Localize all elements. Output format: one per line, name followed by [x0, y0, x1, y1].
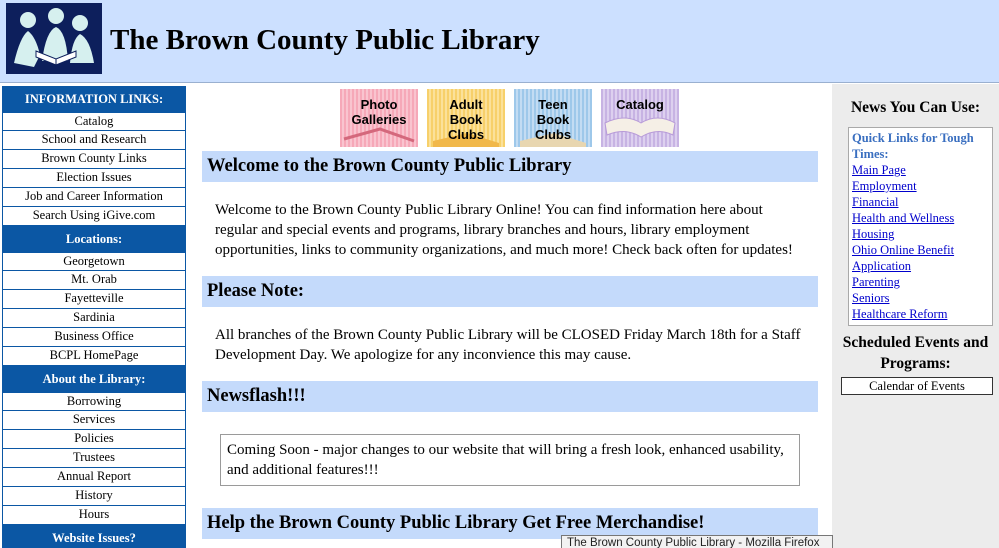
quick-link-housing[interactable]: Housing [852, 227, 895, 241]
sidebar-item-bcpl-homepage[interactable]: BCPL HomePage [2, 347, 186, 366]
left-sidebar [2, 86, 186, 548]
tile-label-line: Photo [360, 97, 398, 112]
note-text: All branches of the Brown County Public Library will be CLOSED Friday March 18th for a Staff Development Day. We apologize for any inconvience this may cause. [215, 327, 801, 363]
tile-label-line: Clubs [447, 127, 485, 142]
quick-link-ohio-online-benefit[interactable]: Ohio Online Benefit [852, 243, 955, 257]
sidebar-heading-about: About the Library: [2, 366, 186, 392]
quick-link-application[interactable]: Application [852, 259, 912, 273]
sidebar-item-job-career[interactable]: Job and Career Information [2, 188, 186, 207]
quick-links-heading: Quick Links for Tough Times: [852, 131, 974, 161]
welcome-heading: Welcome to the Brown County Public Library [202, 151, 818, 182]
site-header [0, 0, 999, 83]
scheduled-events-title: Scheduled Events and Programs: [842, 334, 989, 372]
sidebar-heading-website-issues: Website Issues? [2, 525, 186, 548]
main-content [202, 88, 818, 548]
welcome-text: Welcome to the Brown County Public Library Online! You can find information here about regular and special events and programs, library branches and hours, library employment opportunities, links to community organizations, and much more! Check back often for updates! [215, 202, 793, 258]
tile-label-line: Book [536, 112, 570, 127]
newsflash-box: Coming Soon - major changes to our website that will bring a fresh look, enhanced usability, and additional features!!! [220, 434, 800, 486]
quick-link-seniors[interactable]: Seniors [852, 291, 890, 305]
quick-link-main-page[interactable]: Main Page [852, 163, 906, 177]
quick-link-financial[interactable]: Financial [852, 195, 899, 209]
sidebar-item-georgetown[interactable]: Georgetown [2, 252, 186, 271]
sidebar-item-brown-county-links[interactable]: Brown County Links [2, 150, 186, 169]
newsflash-heading: Newsflash!!! [202, 381, 818, 412]
tile-label-line: Adult [449, 97, 483, 112]
news-title: News You Can Use: [850, 99, 981, 116]
sidebar-item-catalog[interactable]: Catalog [2, 112, 186, 131]
note-heading: Please Note: [202, 276, 818, 307]
quick-link-health-wellness[interactable]: Health and Wellness [852, 211, 955, 225]
catalog-tile[interactable] [601, 89, 679, 147]
adult-book-clubs-tile[interactable] [427, 89, 505, 147]
sidebar-heading-locations: Locations: [2, 226, 186, 252]
sidebar-item-services[interactable]: Services [2, 411, 186, 430]
site-title: The Brown County Public Library [110, 24, 540, 56]
teen-book-clubs-tile[interactable] [514, 89, 592, 147]
quick-link-healthcare-reform[interactable]: Healthcare Reform [852, 307, 948, 321]
sidebar-item-election-issues[interactable]: Election Issues [2, 169, 186, 188]
sidebar-item-business-office[interactable]: Business Office [2, 328, 186, 347]
calendar-of-events-button[interactable]: Calendar of Events [841, 377, 993, 395]
children-reading-logo-icon[interactable] [6, 3, 102, 74]
sidebar-item-igive-search[interactable]: Search Using iGive.com [2, 207, 186, 226]
photo-galleries-tile[interactable] [340, 89, 418, 147]
sidebar-item-policies[interactable]: Policies [2, 430, 186, 449]
sidebar-item-annual-report[interactable]: Annual Report [2, 468, 186, 487]
tile-label-line: Clubs [534, 127, 572, 142]
window-title-tooltip: The Brown County Public Library - Mozilla Firefox [561, 535, 833, 548]
sidebar-item-sardinia[interactable]: Sardinia [2, 309, 186, 328]
tile-label-line: Teen [538, 97, 568, 112]
quick-links-box [848, 127, 993, 326]
tile-label-line: Galleries [351, 112, 407, 127]
right-column [832, 84, 999, 548]
quick-link-employment[interactable]: Employment [852, 179, 917, 193]
tile-label-line: Book [449, 112, 483, 127]
merchandise-heading: Help the Brown County Public Library Get Free Merchandise! [202, 508, 818, 539]
sidebar-item-school-research[interactable]: School and Research [2, 131, 186, 150]
sidebar-heading-information: INFORMATION LINKS: [2, 86, 186, 112]
tile-label-line: Catalog [616, 97, 664, 112]
sidebar-item-mt-orab[interactable]: Mt. Orab [2, 271, 186, 290]
sidebar-item-borrowing[interactable]: Borrowing [2, 392, 186, 411]
sidebar-item-fayetteville[interactable]: Fayetteville [2, 290, 186, 309]
sidebar-item-history[interactable]: History [2, 487, 186, 506]
quick-link-parenting[interactable]: Parenting [852, 275, 900, 289]
sidebar-item-hours[interactable]: Hours [2, 506, 186, 525]
sidebar-item-trustees[interactable]: Trustees [2, 449, 186, 468]
